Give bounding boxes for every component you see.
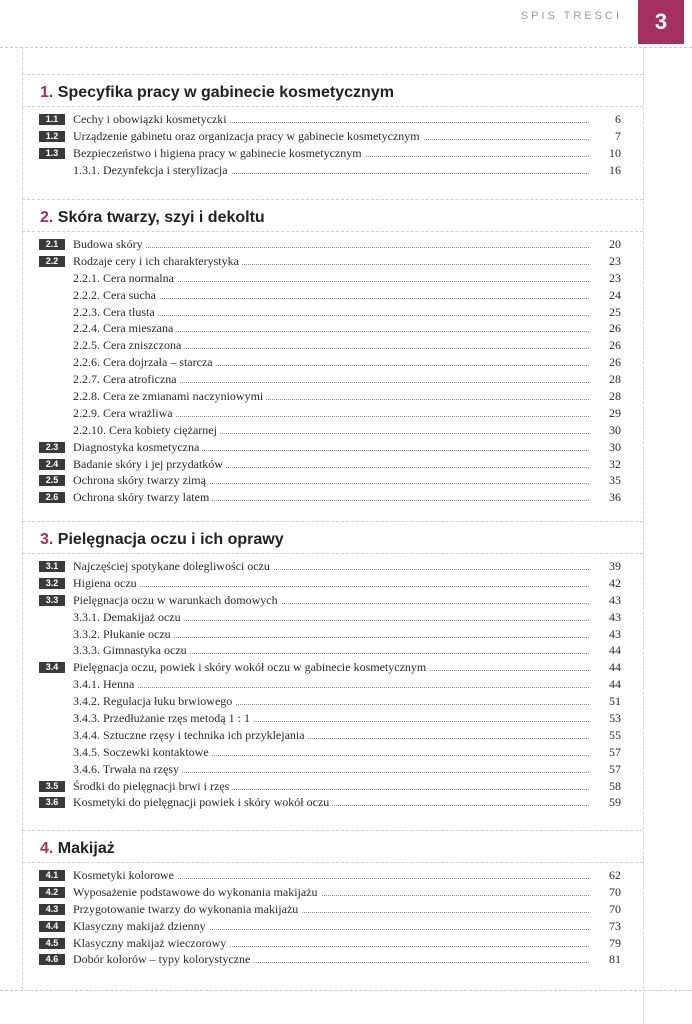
entry-page-number: 43: [591, 626, 621, 643]
entry-page-number: 26: [591, 337, 621, 354]
entry-title: 2.2.3. Cera tłusta: [73, 304, 158, 321]
entry-page-number: 24: [591, 287, 621, 304]
entry-page-number: 28: [591, 388, 621, 405]
entry-title: Przygotowanie twarzy do wykonania makijażu: [73, 901, 301, 918]
entry-page-number: 20: [591, 236, 621, 253]
entry-title: Klasyczny makijaż dzienny: [73, 918, 209, 935]
entry-title: 3.3.2. Płukanie oczu: [73, 626, 174, 643]
entry-title: Kosmetyki kolorowe: [73, 867, 177, 884]
toc-subentry[interactable]: [22, 727, 643, 744]
entry-title: Dobór kolorów – typy kolorystyczne: [73, 951, 253, 968]
entry-number-badge: 2.4: [39, 459, 65, 470]
entry-number-badge: 4.6: [39, 954, 65, 965]
entry-title: Środki do pielęgnacji brwi i rzęs: [73, 778, 232, 795]
toc-subentry[interactable]: [22, 304, 643, 321]
toc-entry[interactable]: [22, 489, 643, 506]
right-margin-guide: [643, 47, 644, 1024]
toc-subentry[interactable]: [22, 405, 643, 422]
entry-title: Kosmetyki do pielęgnacji powiek i skóry wokół oczu: [73, 794, 332, 811]
entry-page-number: 57: [591, 744, 621, 761]
entry-title: 3.3.1. Demakijaż oczu: [73, 609, 184, 626]
entry-title: 2.2.6. Cera dojrzała – starcza: [73, 354, 216, 371]
toc-entry[interactable]: [22, 592, 643, 609]
entry-page-number: 30: [591, 439, 621, 456]
dot-leader: [73, 687, 589, 688]
toc-subentry[interactable]: [22, 422, 643, 439]
entry-page-number: 73: [591, 918, 621, 935]
toc-entry[interactable]: [22, 145, 643, 162]
toc-subentry[interactable]: [22, 388, 643, 405]
section-number: 1.: [40, 84, 54, 101]
entry-title: Badanie skóry i jej przydatków: [73, 456, 226, 473]
toc-subentry[interactable]: [22, 337, 643, 354]
entry-title: Higiena oczu: [73, 575, 140, 592]
entry-title: 3.4.5. Soczewki kontaktowe: [73, 744, 212, 761]
entry-title: Rodzaje cery i ich charakterystyka: [73, 253, 242, 270]
entry-page-number: 39: [591, 558, 621, 575]
section-title-text: Specyfika pracy w gabinecie kosmetycznym: [57, 84, 394, 101]
entry-number-badge: 3.4: [39, 662, 65, 673]
entry-number-badge: 3.6: [39, 797, 65, 808]
page-number-tab: 3: [638, 0, 684, 44]
entry-number-badge: 4.5: [39, 938, 65, 949]
entry-page-number: 43: [591, 609, 621, 626]
entry-number-badge: 2.1: [39, 239, 65, 250]
toc-section-4: [22, 830, 643, 968]
section-title: [40, 209, 265, 227]
section-title: [40, 531, 284, 549]
entry-title: 3.4.1. Henna: [73, 676, 137, 693]
entry-number-badge: 3.1: [39, 561, 65, 572]
entry-page-number: 10: [591, 145, 621, 162]
toc-subentry[interactable]: [22, 710, 643, 727]
entry-page-number: 79: [591, 935, 621, 952]
section-heading[interactable]: [22, 521, 643, 554]
entry-number-badge: 3.3: [39, 595, 65, 606]
section-heading[interactable]: [22, 199, 643, 232]
toc-entry[interactable]: [22, 778, 643, 795]
entry-page-number: 16: [591, 162, 621, 179]
entry-title: 3.4.3. Przedłużanie rzęs metodą 1 : 1: [73, 710, 253, 727]
toc-entry[interactable]: [22, 575, 643, 592]
entry-page-number: 62: [591, 867, 621, 884]
toc-entry[interactable]: [22, 472, 643, 489]
entry-page-number: 26: [591, 320, 621, 337]
entry-page-number: 6: [591, 111, 621, 128]
entry-page-number: 81: [591, 951, 621, 968]
entry-title: 2.2.9. Cera wrażliwa: [73, 405, 176, 422]
toc-subentry[interactable]: [22, 642, 643, 659]
entry-number-badge: 4.4: [39, 921, 65, 932]
toc-subentry[interactable]: [22, 761, 643, 778]
section-entries: [22, 232, 643, 506]
entry-title: Budowa skóry: [73, 236, 146, 253]
entry-title: 3.3.3. Gimnastyka oczu: [73, 642, 190, 659]
entry-number-badge: 4.3: [39, 904, 65, 915]
toc-subentry[interactable]: [22, 162, 643, 179]
entry-page-number: 28: [591, 371, 621, 388]
entry-title: 1.3.1. Dezynfekcja i sterylizacja: [73, 162, 231, 179]
toc-subentry[interactable]: [22, 693, 643, 710]
toc-entry[interactable]: [22, 935, 643, 952]
entry-title: Ochrona skóry twarzy zimą: [73, 472, 209, 489]
entry-title: Wyposażenie podstawowe do wykonania makijażu: [73, 884, 321, 901]
entry-page-number: 23: [591, 253, 621, 270]
entry-page-number: 44: [591, 659, 621, 676]
toc-subentry[interactable]: [22, 270, 643, 287]
entry-title: Klasyczny makijaż wieczorowy: [73, 935, 229, 952]
entry-title: Bezpieczeństwo i higiena pracy w gabinecie kosmetycznym: [73, 145, 365, 162]
toc-entry[interactable]: [22, 884, 643, 901]
entry-page-number: 70: [591, 884, 621, 901]
entry-title: 3.4.6. Trwała na rzęsy: [73, 761, 182, 778]
entry-title: Pielęgnacja oczu, powiek i skóry wokół oczu w gabinecie kosmetycznym: [73, 659, 429, 676]
entry-page-number: 7: [591, 128, 621, 145]
entry-number-badge: 3.2: [39, 578, 65, 589]
entry-title: Ochrona skóry twarzy latem: [73, 489, 212, 506]
entry-title: 3.4.4. Sztuczne rzęsy i technika ich przyklejania: [73, 727, 308, 744]
toc-entry[interactable]: [22, 901, 643, 918]
entry-number-badge: 4.2: [39, 887, 65, 898]
entry-number-badge: 3.5: [39, 781, 65, 792]
toc-entry[interactable]: [22, 439, 643, 456]
entry-page-number: 58: [591, 778, 621, 795]
section-entries: [22, 863, 643, 968]
toc-section-3: [22, 521, 643, 811]
entry-page-number: 32: [591, 456, 621, 473]
entry-title: 2.2.4. Cera mieszana: [73, 320, 176, 337]
entry-title: Diagnostyka kosmetyczna: [73, 439, 202, 456]
toc-entry[interactable]: [22, 794, 643, 811]
entry-title: 2.2.1. Cera normalna: [73, 270, 177, 287]
toc-entry[interactable]: [22, 128, 643, 145]
entry-page-number: 55: [591, 727, 621, 744]
entry-title: 2.2.5. Cera zniszczona: [73, 337, 184, 354]
toc-subentry[interactable]: [22, 626, 643, 643]
entry-page-number: 57: [591, 761, 621, 778]
entry-page-number: 23: [591, 270, 621, 287]
entry-page-number: 44: [591, 642, 621, 659]
section-title-text: Pielęgnacja oczu i ich oprawy: [57, 531, 284, 548]
toc-entry[interactable]: [22, 867, 643, 884]
section-entries: [22, 554, 643, 811]
section-heading[interactable]: [22, 830, 643, 863]
entry-page-number: 59: [591, 794, 621, 811]
entry-title: Cechy i obowiązki kosmetyczki: [73, 111, 230, 128]
entry-number-badge: 2.3: [39, 442, 65, 453]
section-number: 4.: [40, 840, 54, 857]
section-number: 3.: [40, 531, 54, 548]
toc-entry[interactable]: [22, 456, 643, 473]
dot-leader: [73, 586, 589, 587]
section-title-text: Skóra twarzy, szyi i dekoltu: [57, 209, 265, 226]
toc-entry[interactable]: [22, 659, 643, 676]
entry-title: Pielęgnacja oczu w warunkach domowych: [73, 592, 281, 609]
toc-subentry[interactable]: [22, 609, 643, 626]
entry-page-number: 35: [591, 472, 621, 489]
entry-number-badge: 1.2: [39, 131, 65, 142]
entry-page-number: 51: [591, 693, 621, 710]
entry-number-badge: 4.1: [39, 870, 65, 881]
toc-entry[interactable]: [22, 951, 643, 968]
toc-subentry[interactable]: [22, 676, 643, 693]
section-title-text: Makijaż: [57, 840, 115, 857]
entry-number-badge: 1.3: [39, 148, 65, 159]
entry-title: Najczęściej spotykane dolegliwości oczu: [73, 558, 273, 575]
toc-subentry[interactable]: [22, 287, 643, 304]
toc-entry[interactable]: [22, 236, 643, 253]
section-number: 2.: [40, 209, 54, 226]
toc-entry[interactable]: [22, 111, 643, 128]
entry-number-badge: 1.1: [39, 114, 65, 125]
entry-title: 2.2.7. Cera atroficzna: [73, 371, 180, 388]
entry-title: 2.2.8. Cera ze zmianami naczyniowymi: [73, 388, 266, 405]
section-heading[interactable]: [22, 74, 643, 107]
header-rule: [0, 47, 692, 48]
section-entries: [22, 107, 643, 179]
section-title: [40, 840, 115, 858]
dot-leader: [73, 247, 589, 248]
entry-title: 2.2.10. Cera kobiety ciężarnej: [73, 422, 220, 439]
toc-subentry[interactable]: [22, 744, 643, 761]
toc-section-2: [22, 199, 643, 506]
entry-number-badge: 2.6: [39, 492, 65, 503]
toc-section-1: [22, 74, 643, 179]
entry-number-badge: 2.2: [39, 256, 65, 267]
entry-page-number: 26: [591, 354, 621, 371]
entry-page-number: 36: [591, 489, 621, 506]
toc-subentry[interactable]: [22, 354, 643, 371]
section-title: [40, 84, 394, 102]
entry-title: 3.4.2. Regulacja łuku brwiowego: [73, 693, 235, 710]
entry-page-number: 25: [591, 304, 621, 321]
entry-page-number: 53: [591, 710, 621, 727]
toc-entry[interactable]: [22, 253, 643, 270]
entry-title: Urządzenie gabinetu oraz organizacja pracy w gabinecie kosmetycznym: [73, 128, 423, 145]
toc-entry[interactable]: [22, 558, 643, 575]
entry-page-number: 29: [591, 405, 621, 422]
entry-number-badge: 2.5: [39, 475, 65, 486]
toc-entry[interactable]: [22, 918, 643, 935]
entry-page-number: 70: [591, 901, 621, 918]
toc-subentry[interactable]: [22, 320, 643, 337]
toc-subentry[interactable]: [22, 371, 643, 388]
running-header: SPIS TREŚCI: [520, 10, 622, 22]
entry-page-number: 43: [591, 592, 621, 609]
entry-page-number: 42: [591, 575, 621, 592]
entry-page-number: 30: [591, 422, 621, 439]
entry-title: 2.2.2. Cera sucha: [73, 287, 159, 304]
footer-rule: [0, 990, 692, 991]
entry-page-number: 44: [591, 676, 621, 693]
